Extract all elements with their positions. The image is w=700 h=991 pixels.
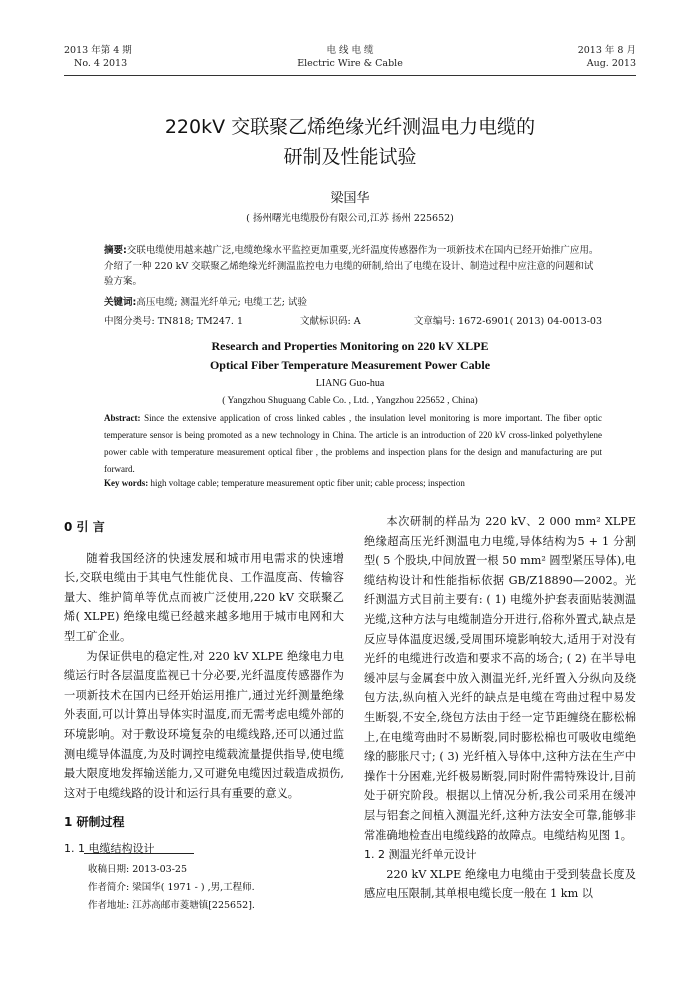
date-zh: 2013 年 8 月: [577, 45, 636, 56]
header-rule: [64, 75, 636, 76]
issue-en: No. 4 2013: [74, 58, 128, 69]
section-1-2-paragraph: 220 kV XLPE 绝缘电力电缆由于受到装盘长度及感应电压限制,其单根电缆长度一般在 1 km 以: [364, 867, 636, 901]
keywords-label: 关键词:: [104, 297, 137, 308]
paper-title: [60, 112, 640, 172]
body-left-column: [64, 512, 344, 859]
english-title-line-1: Research and Properties Monitoring on 220 kV XLPE: [211, 339, 489, 353]
section-1-1-paragraph: 本次研制的样品为 220 kV、2 000 mm² XLPE 绝缘超高压光纤测温电力电缆,导体结构为5 + 1 分割型( 5 个股块,中间放置一根 50 mm² 圆型紧压导体),电缆结构设计和性能指标依据 GB/Z18890—2002。光纤测温方式目前主要有: ( 1) 电缆外护套表面贴装测温光缆,这种方法与电缆制造分开进行,俗称外置式,缺点是反应导体温度迟缓,受周围环境影响较大,适用于对没有光纤的电缆进行改造和要求不高的场合; ( 2) 在半导电缓冲层与金属套中放入测温光纤,光纤置入分纵向及绕包方法,纵向植入光纤的缺点是电缆在弯曲过程中易发生断裂,不安全,绕包方法由于经一定节距缠绕在膨松棉上,在电缆弯曲时不易断裂,同时膨松棉也可吸收电缆绝缘的膨胀尺寸; ( 3) 光纤植入导体中,这种方法在生产中操作十分困难,光纤极易断裂,同时附件需特殊设计,目前处于研究阶段。根据以上情况分析,我公司采用在缓冲层与铝套之间植入测温光纤,这种方法安全可靠,能够非常准确地检查出电缆线路的故障点。电缆结构见图 1。: [364, 515, 636, 842]
english-abstract-text: Since the extensive application of cross linked cables , the insulation level monitoring is more important. The fiber optic temperature sensor is being promoted as a new technology in China. The article is an introduction of 220 kV cross-linked polyethylene power cable with temperature measurement optical fiber , the problems and inspection plans for the design and manufacturing are put forward.: [104, 413, 602, 474]
journal-name-zh: 电 线 电 缆: [326, 45, 374, 56]
english-abstract-label: Abstract:: [104, 413, 141, 423]
english-title: [0, 337, 700, 375]
keywords-text: 高压电缆; 测温光纤单元; 电缆工艺; 试验: [136, 297, 307, 308]
english-keywords-label: Key words:: [104, 478, 149, 488]
body-right-column: [364, 512, 636, 904]
english-affiliation: ( Yangzhou Shuguang Cable Co. , Ltd. , Yangzhou 225652 , China): [222, 396, 478, 406]
keywords-zh: [104, 295, 602, 311]
english-keywords-text: high voltage cable; temperature measurement optic fiber unit; cable process; inspection: [150, 478, 465, 488]
journal-name-en: Electric Wire & Cable: [297, 58, 403, 69]
footnote-received: 收稿日期: 2013-03-25: [88, 864, 187, 875]
abstract-label: 摘要:: [104, 245, 127, 256]
title-line-2: 研制及性能试验: [283, 146, 417, 168]
document-code: 文献标识码: A: [300, 316, 361, 327]
section-0-paragraph-2: 为保证供电的稳定性,对 220 kV XLPE 绝缘电力电缆运行时各层温度监视已十分必要,光纤温度传感器作为一项新技术在国内已经开始运用推广,通过光纤测量绝缘外表面,可以计算出导体实时温度,而无需考虑电缆外部的环境影响。对于敷设环境复杂的电缆线路,还可以通过监测电缆导体温度,为及时调控电缆载流量提供指导,使电缆最大限度地发挥输送能力,又可避免电缆因过载造成损伤,这对于电缆线路的设计和运行具有重要的意义。: [64, 649, 344, 800]
footnote-rule: [84, 853, 194, 854]
abstract-text: 交联电缆使用越来越广泛,电缆绝缘水平监控更加重要,光纤温度传感器作为一项新技术在国内已经开始推广应用。介绍了一种 220 kV 交联聚乙烯绝缘光纤测温监控电力电缆的研制,给出了电缆在设计、制造过程中应注意的问题和试验方案。: [104, 245, 599, 287]
english-keywords: [104, 478, 602, 488]
clc-number: 中图分类号: TN818; TM247. 1: [104, 316, 244, 327]
date-en: Aug. 2013: [586, 58, 636, 69]
journal-date: [578, 44, 636, 70]
author-name: 梁国华: [330, 191, 370, 206]
issue-zh: 2013 年第 4 期: [64, 45, 132, 56]
english-author: LIANG Guo-hua: [315, 378, 385, 389]
section-1-2-heading: 1. 2 测温光纤单元设计: [364, 848, 477, 862]
abstract-zh: [104, 243, 602, 290]
section-0-paragraph-1: 随着我国经济的快速发展和城市用电需求的快速增长,交联电缆由于其电气性能优良、工作温度高、传输容量大、维护简单等优点而被广泛使用,220 kV 交联聚乙烯( XLPE) 绝缘电缆已经越来越多地用于城市电网和大型工矿企业。: [64, 551, 344, 643]
section-1-heading: 1 研制过程: [64, 815, 125, 830]
section-1-1-heading: 1. 1 电缆结构设计: [64, 841, 155, 855]
title-line-1: 220kV 交联聚乙烯绝缘光纤测温电力电缆的: [164, 116, 536, 138]
article-number: 文章编号: 1672-6901( 2013) 04-0013-03: [413, 316, 602, 327]
section-0-heading: 0 引 言: [64, 520, 105, 534]
footnote-bio: 作者简介: 梁国华( 1971 - ) ,男,工程师.: [88, 882, 255, 893]
affiliation: ( 扬州曙光电缆股份有限公司,江苏 扬州 225652): [246, 213, 454, 224]
classification-row: [104, 313, 602, 327]
english-abstract: [104, 410, 602, 478]
english-title-line-2: Optical Fiber Temperature Measurement Power Cable: [209, 358, 491, 372]
footnote-address: 作者地址: 江苏高邮市菱塘镇[225652].: [88, 900, 255, 911]
